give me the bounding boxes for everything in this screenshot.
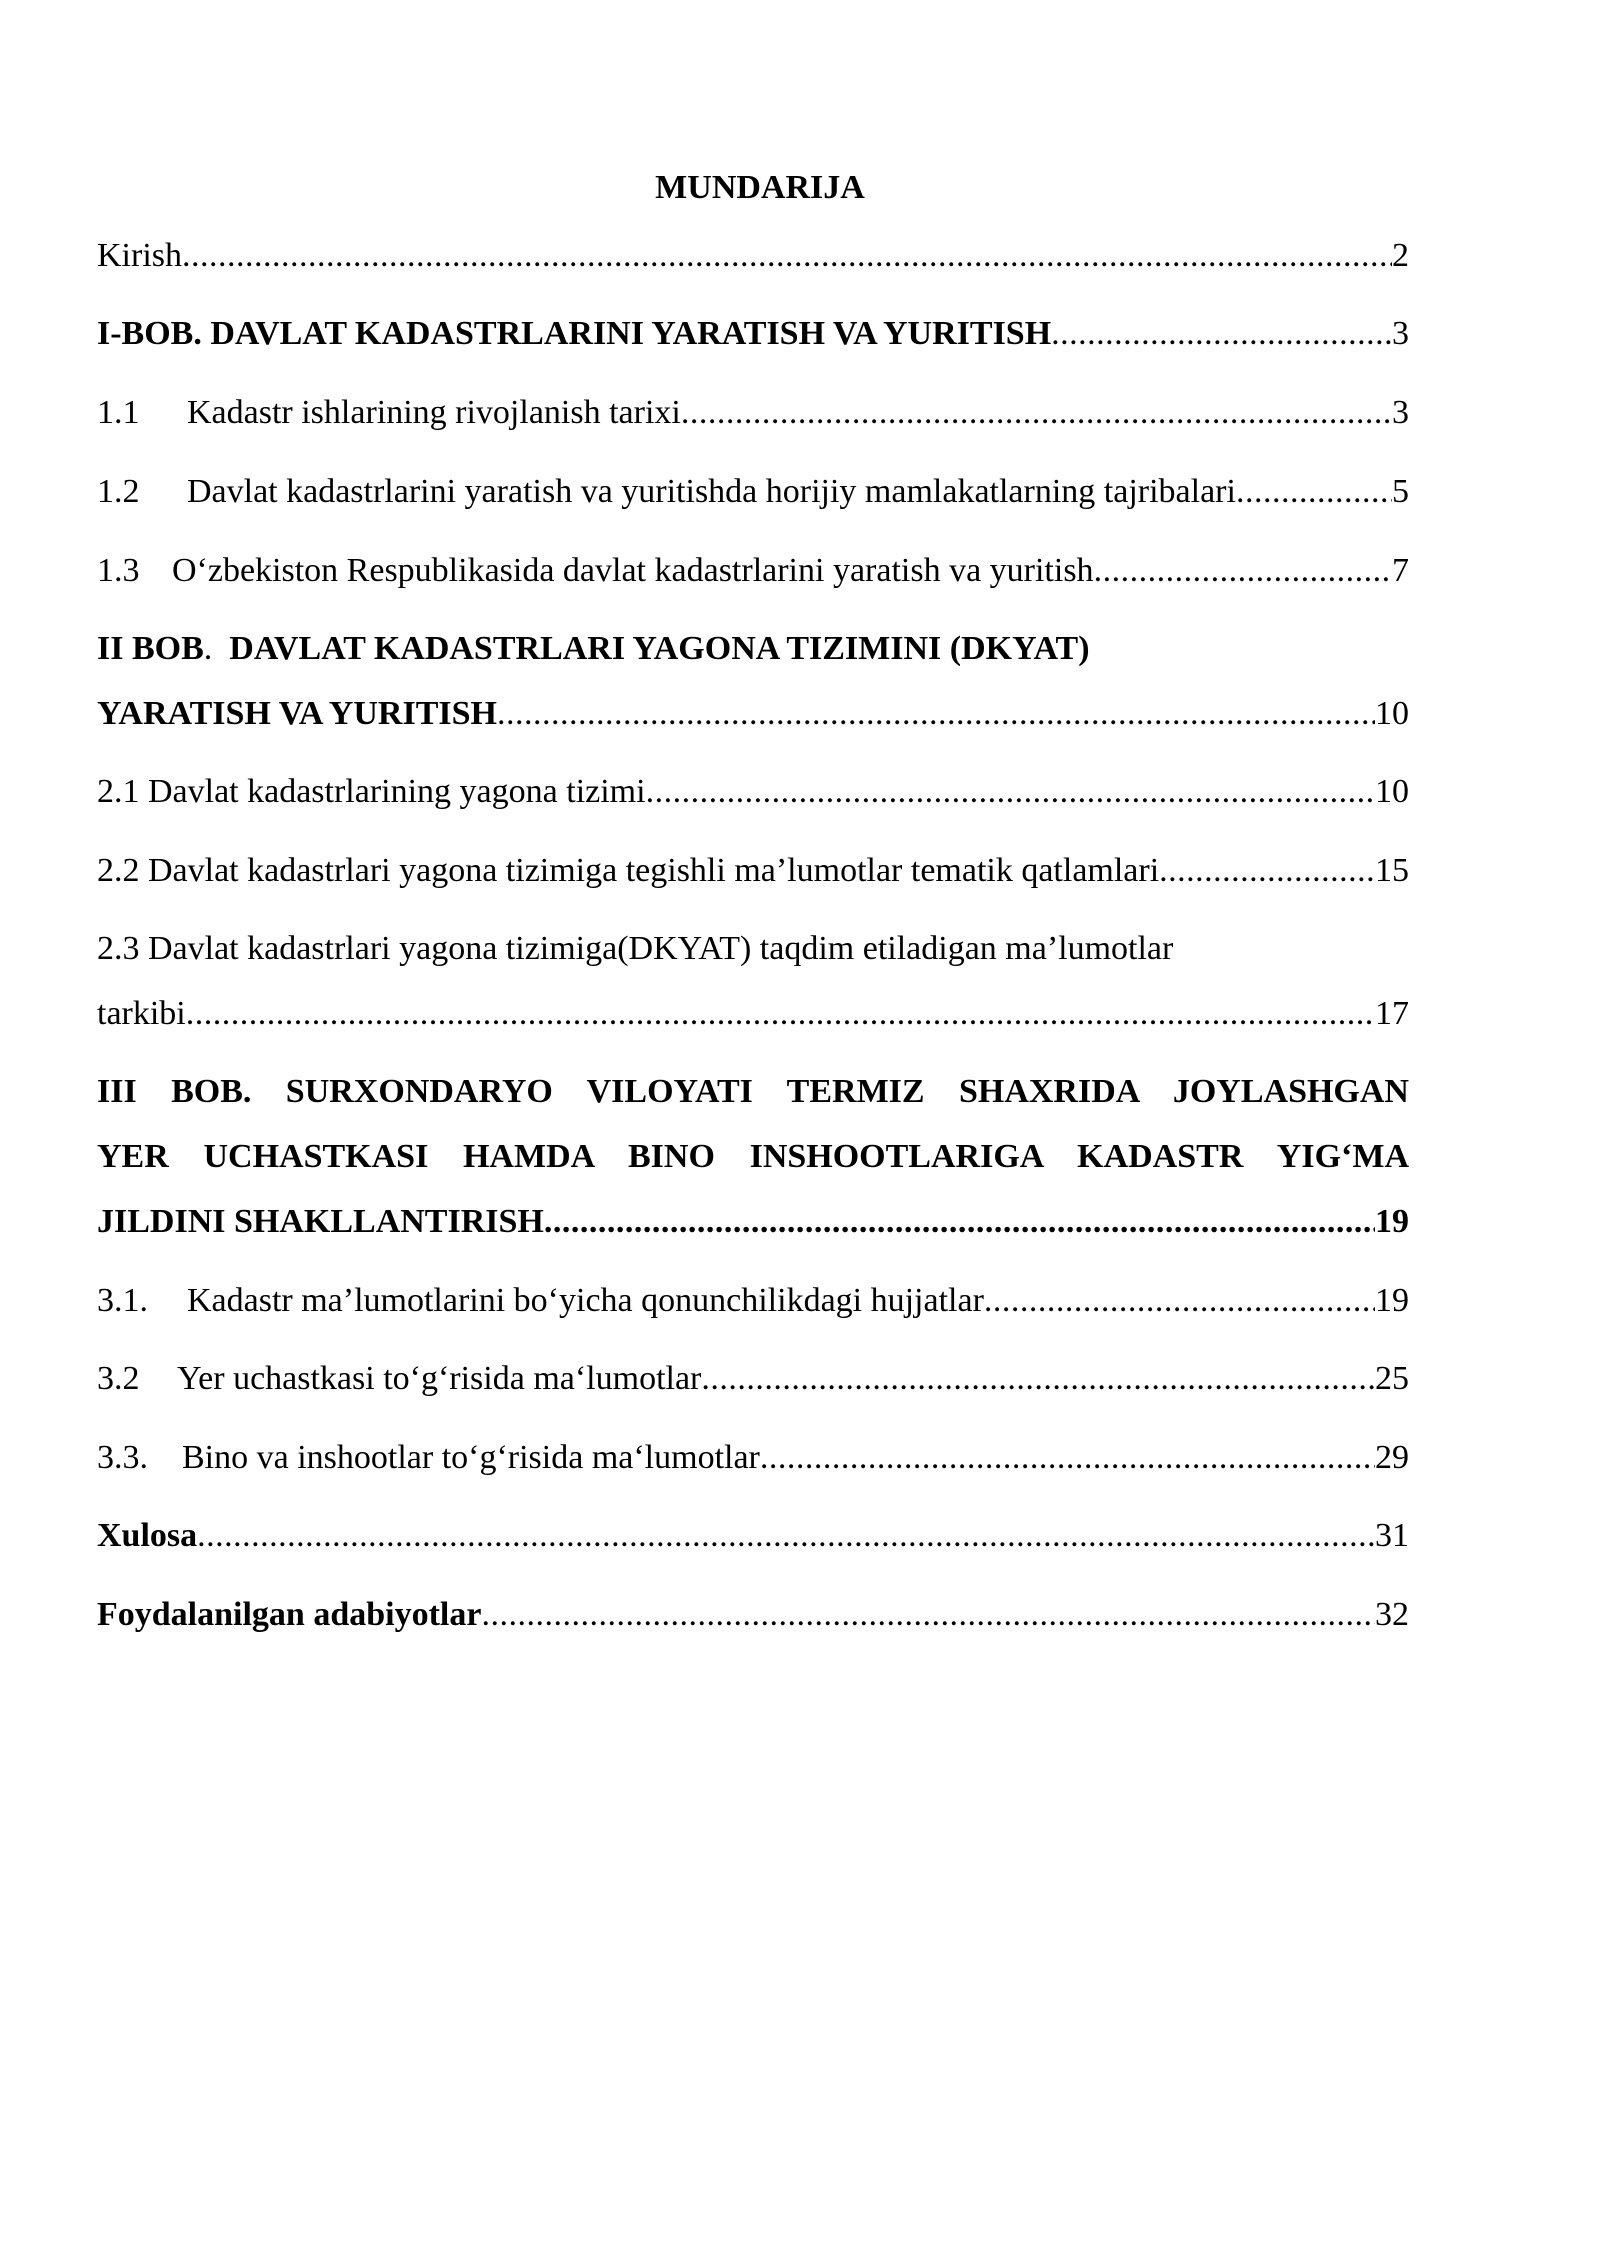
toc-entry-chapter-1 [97,312,1409,356]
toc-entry-text: Kirish [97,237,182,274]
dot-leader [481,1593,1375,1637]
section-title: Davlat kadastrlarini yaratish va yuritishda horijiy mamlakatlarning tajribalari [187,473,1236,510]
toc-page-number: 7 [1392,552,1409,589]
toc-page-number: 3 [1392,394,1409,431]
toc-entry-text: YARATISH VA YURITISH [97,695,497,732]
dot-leader [681,391,1392,435]
toc-entry-text [97,1357,701,1401]
toc-entry-text: 2.2 Davlat kadastrlari yagona tizimiga tegishli ma’lumotlar tematik qatlamlari [97,852,1160,889]
toc-page-number: 31 [1375,1517,1409,1554]
dot-leader [1159,849,1375,893]
toc-page-number: 5 [1392,473,1409,510]
toc-page-number: 2 [1392,237,1409,274]
toc-entry-adabiyotlar [97,1593,1409,1637]
toc-entry-section-3-3 [97,1436,1409,1480]
section-number: 1.1 [97,394,140,431]
toc-entry-text: 2.1 Davlat kadastrlarining yagona tizimi [97,773,646,810]
dot-leader [497,692,1375,736]
toc-entry-section-1-1 [97,391,1409,435]
dot-leader [646,770,1375,814]
toc-entry-text [97,391,681,435]
toc-entry-section-3-2 [97,1357,1409,1401]
toc-page-number: 10 [1375,695,1409,732]
toc-page-number: 29 [1375,1439,1409,1476]
toc-entry-section-2-1 [97,770,1409,814]
section-number: 1.3 [97,552,140,589]
toc-entry-text: tarkibi [97,995,186,1032]
toc-entry-chapter-2-line-2 [97,692,1409,736]
chapter-title: DAVLAT KADASTRLARI YAGONA TIZIMINI (DKYAT) [229,630,1090,667]
toc-page-number: 25 [1375,1360,1409,1397]
toc-entry-section-2-3-line-2 [97,992,1409,1036]
section-number: 3.2 [97,1360,140,1397]
toc-page-number: 32 [1375,1596,1409,1633]
dot-leader [544,1200,1375,1244]
toc-entry-chapter-3-line-2: YER UCHASTKASI HAMDA BINO INSHOOTLARIGA KADASTR YIG‘MA [97,1138,1409,1175]
toc-entry-section-1-3 [97,549,1409,593]
dot-leader [1236,470,1392,514]
section-number: 1.2 [97,473,140,510]
section-title: Yer uchastkasi to‘g‘risida ma‘lumotlar [177,1360,702,1397]
toc-entry-kirish [97,234,1409,278]
toc-entry-text: Xulosa [97,1517,198,1554]
dot-leader [1051,312,1392,356]
toc-entry-chapter-3-line-1: III BOB. SURXONDARYO VILOYATI TERMIZ SHAXRIDA JOYLASHGAN [97,1073,1409,1110]
section-number: 3.3. [97,1439,148,1476]
toc-title: MUNDARIJA [655,169,865,206]
chapter-prefix: II BOB [97,630,204,667]
toc-entry-xulosa [97,1514,1409,1558]
toc-entry-section-3-1 [97,1279,1409,1323]
dot-leader [186,992,1375,1036]
toc-page-number: 19 [1375,1203,1409,1240]
toc-page-number: 10 [1375,773,1409,810]
dot-leader [984,1279,1375,1323]
toc-entry-text [97,1436,760,1480]
toc-entry-text [97,549,1094,593]
toc-entry-text: Foydalanilgan adabiyotlar [97,1596,482,1633]
toc-entry-text [97,1279,984,1323]
dot-leader [760,1436,1375,1480]
toc-entry-chapter-2-line-1: II BOB. DAVLAT KADASTRLARI YAGONA TIZIMINI (DKYAT) [97,630,1090,667]
toc-entry-section-2-3-line-1: 2.3 Davlat kadastrlari yagona tizimiga(DKYAT) taqdim etiladigan ma’lumotlar [97,930,1174,967]
toc-entry-text: JILDINI SHAKLLANTIRISH [97,1203,544,1240]
section-title: Bino va inshootlar to‘g‘risida ma‘lumotlar [182,1439,760,1476]
dot-leader [1094,549,1392,593]
toc-page-number: 15 [1375,852,1409,889]
section-title: O‘zbekiston Respublikasida davlat kadastrlarini yaratish va yuritish [172,552,1094,589]
toc-entry-text: I-BOB. DAVLAT KADASTRLARINI YARATISH VA YURITISH [97,315,1052,352]
toc-page-number: 3 [1392,315,1409,352]
toc-entry-text [97,470,1236,514]
toc-entry-section-1-2 [97,470,1409,514]
toc-entry-section-2-2 [97,849,1409,893]
toc-entry-chapter-3-line-3 [97,1200,1409,1244]
dot-leader [701,1357,1375,1401]
section-title: Kadastr ma’lumotlarini bo‘yicha qonunchilikdagi hujjatlar [187,1282,984,1319]
dot-leader [197,1514,1375,1558]
section-title: Kadastr ishlarining rivojlanish tarixi [187,394,681,431]
dot-leader [182,234,1392,278]
toc-page-number: 17 [1375,995,1409,1032]
toc-page-number: 19 [1375,1282,1409,1319]
section-number: 3.1. [97,1282,148,1319]
